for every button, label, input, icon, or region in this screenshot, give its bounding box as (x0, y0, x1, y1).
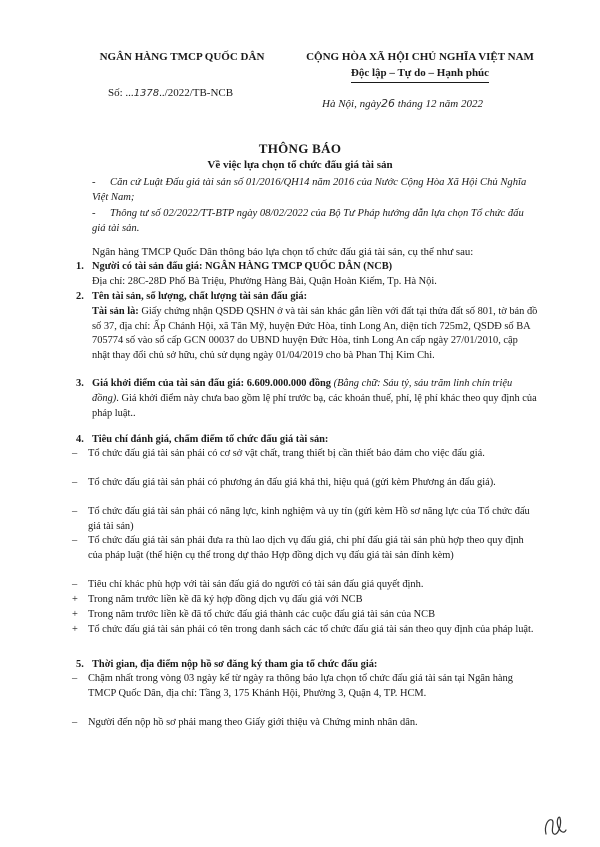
criterion-item: – Tiêu chí khác phù hợp với tài sản đấu giá do người có tài sản đấu giá quyết định. (72, 579, 424, 590)
section-1-heading: Người có tài sản đấu giá: NGÂN HÀNG TMCP QUỐC DÂN (NCB) (92, 261, 393, 272)
handwritten-number: 1378 (133, 88, 160, 99)
criterion-item: – Tổ chức đấu giá tài sản phải có cơ sở vật chất, trang thiết bị cần thiết bảo đảm cho việc đấu giá. (72, 448, 485, 459)
criterion-item: + Trong năm trước liền kề đã tổ chức đấu giá thành các cuộc đấu giá tài sản của NCB (72, 609, 436, 620)
criterion-item: + Tổ chức đấu giá tài sản phải có tên trong danh sách các tổ chức đấu giá tài sản theo quy định của pháp luật. (72, 624, 534, 635)
submission-item: – Người đến nộp hồ sơ phải mang theo Giấy giới thiệu và Chứng minh nhân dân. (72, 717, 418, 728)
section-4: 4. Tiêu chí đánh giá, chấm điểm tổ chức đấu giá tài sản: (76, 433, 538, 448)
criterion-item: – Tổ chức đấu giá tài sản phải có năng lực, kinh nghiệm và uy tín (gửi kèm Hồ sơ năng lực của Tổ chức đấu giá tài sản) (72, 506, 530, 532)
document-number: Số: ...1378../2022/TB-NCB (108, 87, 234, 99)
country-name: CỘNG HÒA XÃ HỘI CHỦ NGHĨA VIỆT NAM (306, 51, 534, 63)
national-heading (280, 50, 560, 83)
document-title: THÔNG BÁO (258, 141, 342, 156)
document-subtitle: Về việc lựa chọn tổ chức đấu giá tài sản (207, 159, 393, 171)
intro-paragraph: Ngân hàng TMCP Quốc Dân thông báo lựa chọn tổ chức đấu giá tài sản, cụ thể như sau: (92, 246, 474, 258)
legal-basis-1: - Căn cứ Luật Đấu giá tài sản số 01/2016/QH14 năm 2016 của Nước Cộng Hòa Xã Hội Chủ Nghĩa Việt Nam; (92, 177, 527, 204)
issue-date: Hà Nội, ngày26 tháng 12 năm 2022 (322, 97, 483, 110)
national-motto: Độc lập – Tự do – Hạnh phúc (351, 66, 489, 84)
section-5-heading: Thời gian, địa điểm nộp hồ sơ đăng ký tham gia tổ chức đấu giá: (92, 659, 378, 670)
section-1: 1. Người có tài sản đấu giá: NGÂN HÀNG TMCP QUỐC DÂN (NCB) Địa chỉ: 28C-28D Phố Bà Triệu, Phường Hàng Bài, Quận Hoàn Kiếm, Tp. Hà Nội. (76, 260, 538, 290)
section-1-address: Địa chỉ: 28C-28D Phố Bà Triệu, Phường Hàng Bài, Quận Hoàn Kiếm, Tp. Hà Nội. (92, 275, 437, 287)
submission-item: – Chậm nhất trong vòng 03 ngày kể từ ngày ra thông báo lựa chọn tổ chức đấu giá tài sản tại Ngân hàng TMCP Quốc Dân, địa chỉ: Tầng 3, 175 Khánh Hội, Phường 3, Quận 4, TP. HCM. (72, 673, 513, 699)
criterion-item: – Tổ chức đấu giá tài sản phải có phương án đấu giá khả thi, hiệu quả (gửi kèm Phương án đấu giá). (72, 477, 496, 488)
criterion-item: – Tổ chức đấu giá tài sản phải đưa ra thù lao dịch vụ đấu giá, chi phí đấu giá tài sản phù hợp theo quy định của pháp luật (thể hiện cụ thể trong dự thảo Hợp đồng dịch vụ đấu giá tài sản đính kèm) (72, 535, 524, 561)
section-3-text: Giá khởi điểm của tài sản đấu giá: 6.609.000.000 đồng (Bằng chữ: Sáu tỷ, sáu trăm linh chín triệu đồng). Giá khởi điểm này chưa bao gồm lệ phí trước bạ, các khoản thuế, phí, lệ phí khác theo quy định của pháp luật.. (92, 378, 537, 419)
initial-signature-icon (540, 812, 570, 840)
section-2: 2. Tên tài sản, số lượng, chất lượng tài sản đấu giá: Tài sản là: Giấy chứng nhận QSDĐ QSHN ở và tài sản khác gắn liền với đất tại thửa đất số 801, tờ bản đồ số 37, địa chỉ: Ấp Chánh Hội, xã Tân Mỹ, huyện Đức Hòa, tỉnh Long An, diện tích 725m2, QSDĐ số BA 705774 số vào sổ cấp GCN 00037 do UBND huyện Đức Hòa, tỉnh Long An cấp ngày 27/01/2010, cập nhật thay đổi chủ sở hữu, chủ sử dụng ngày 01/04/2019 cho bà Phan Thị Kim Chi. (76, 290, 538, 364)
section-5: 5. Thời gian, địa điểm nộp hồ sơ đăng ký tham gia tổ chức đấu giá: (76, 658, 538, 673)
section-3: 3. Giá khởi điểm của tài sản đấu giá: 6.609.000.000 đồng (Bằng chữ: Sáu tỷ, sáu trăm linh chín triệu đồng). Giá khởi điểm này chưa bao gồm lệ phí trước bạ, các khoản thuế, phí, lệ phí khác theo quy định của pháp luật.. (76, 377, 538, 421)
section-2-heading: Tên tài sản, số lượng, chất lượng tài sản đấu giá: (92, 291, 308, 302)
section-2-text: Tài sản là: Giấy chứng nhận QSDĐ QSHN ở và tài sản khác gắn liền với đất tại thửa đất số 801, tờ bản đồ số 37, địa chỉ: Ấp Chánh Hội, xã Tân Mỹ, huyện Đức Hòa, tỉnh Long An, diện tích 725m2, QSDĐ số BA 705774 số vào sổ cấp GCN 00037 do UBND huyện Đức Hòa, tỉnh Long An cấp ngày 27/01/2010, cập nhật thay đổi chủ sở hữu, chủ sử dụng ngày 01/04/2019 cho bà Phan Thị Kim Chi. (92, 305, 538, 362)
handwritten-day: 26 (380, 97, 395, 110)
issuer-block (82, 50, 282, 66)
criterion-item: + Trong năm trước liền kề đã ký hợp đồng dịch vụ đấu giá với NCB (72, 594, 363, 605)
legal-basis-2: - Thông tư số 02/2022/TT-BTP ngày 08/02/2022 của Bộ Tư Pháp hướng dẫn lựa chọn Tổ chức đấu giá tài sản. (92, 208, 524, 235)
bank-name: NGÂN HÀNG TMCP QUỐC DÂN (99, 51, 265, 63)
section-4-heading: Tiêu chí đánh giá, chấm điểm tổ chức đấu giá tài sản: (92, 434, 329, 445)
